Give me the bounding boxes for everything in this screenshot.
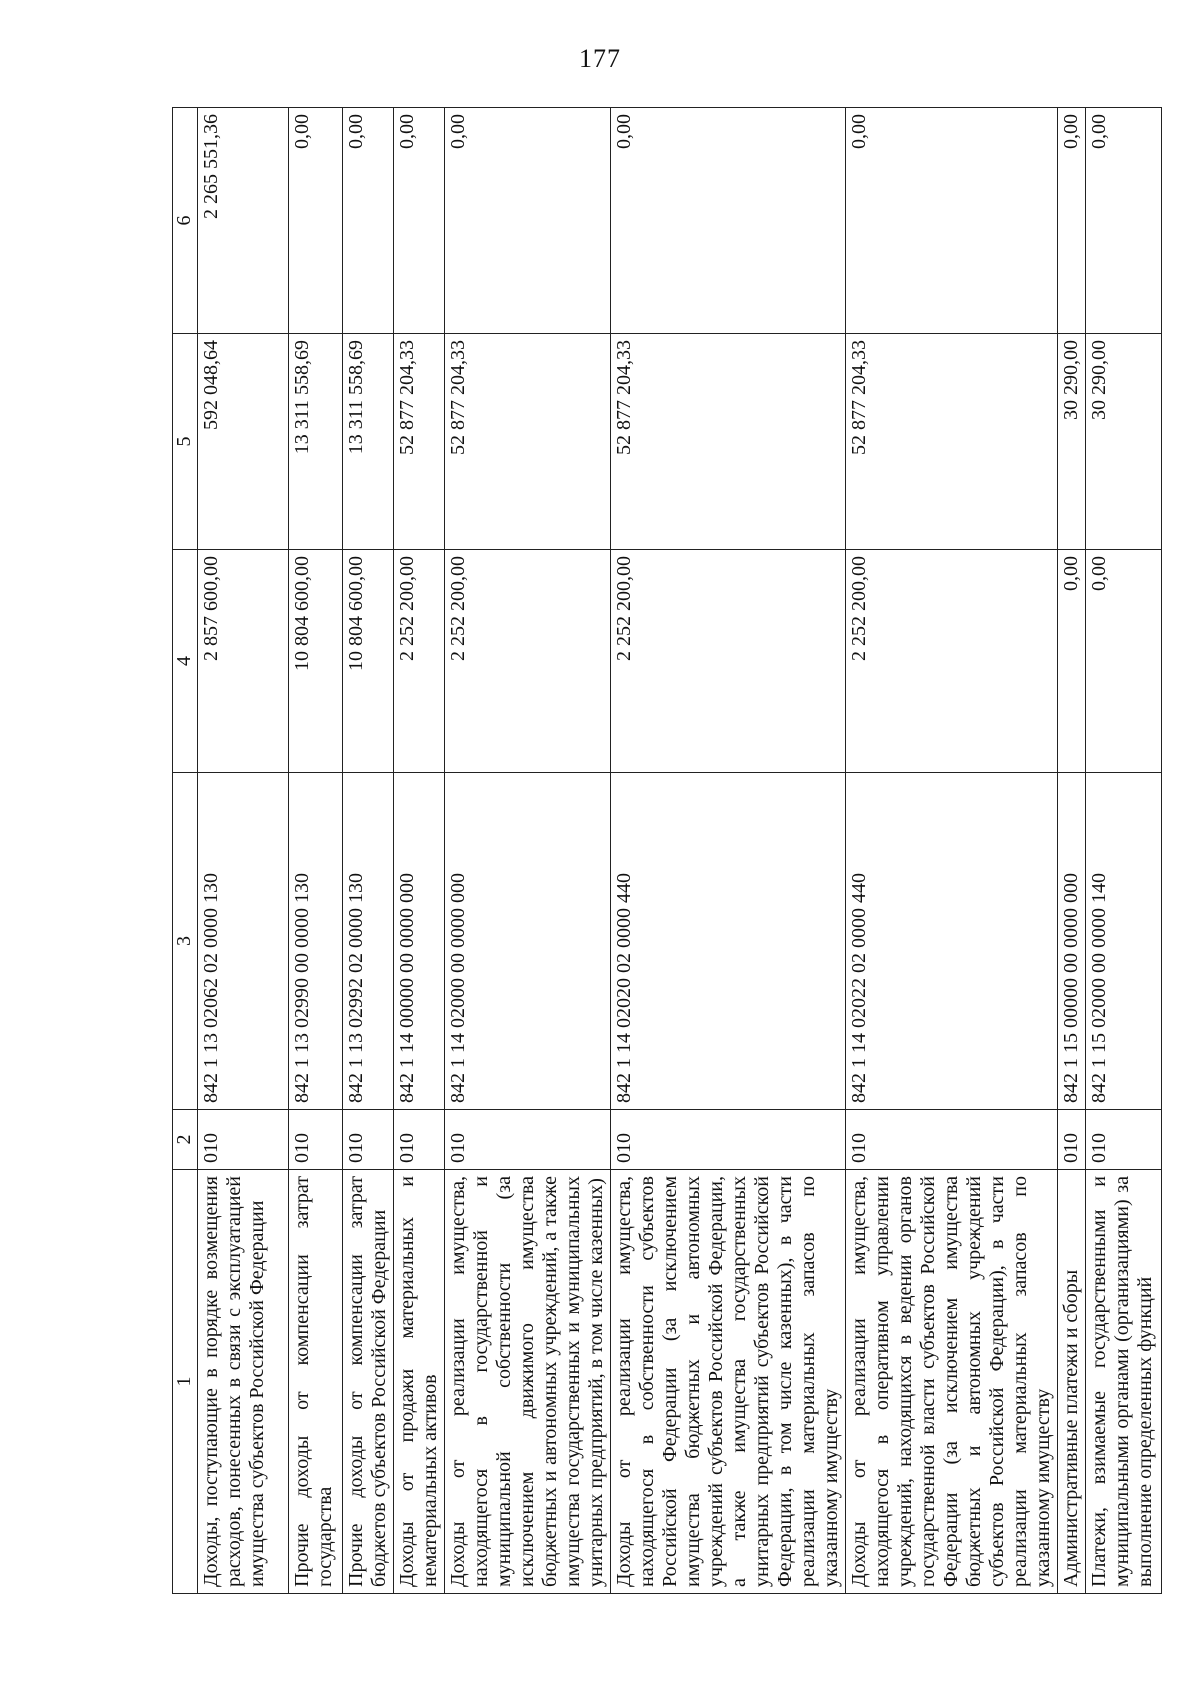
row-approved: 10 804 600,00 <box>289 550 343 773</box>
table-row <box>1058 108 1086 1594</box>
row-approved: 2 857 600,00 <box>198 550 289 773</box>
row-unexecuted: 0,00 <box>343 108 394 334</box>
row-budget-code: 842 1 14 00000 00 0000 000 <box>394 773 445 1110</box>
header-col-1: 1 <box>173 1170 198 1594</box>
row-budget-code: 842 1 15 02000 00 0000 140 <box>1086 773 1162 1110</box>
row-budget-code: 842 1 13 02992 02 0000 130 <box>343 773 394 1110</box>
header-col-3: 3 <box>173 773 198 1110</box>
revenue-table <box>172 107 1162 1594</box>
row-name: Доходы от продажи материальных и нематериальных активов <box>394 1170 445 1594</box>
row-unexecuted: 0,00 <box>394 108 445 334</box>
table-row <box>611 108 846 1594</box>
row-name: Доходы от реализации имущества, находящегося в собственности субъектов Российской Федерации (за исключением имущества бюджетных и автономных учреждений субъектов Российской Федерации, а также имущества государственных унитарных предприятий субъектов Российской Федерации, в том числе казенных), в части реализации материальных запасов по указанному имуществу <box>611 1170 846 1594</box>
row-line-code: 010 <box>611 1110 846 1170</box>
row-unexecuted: 0,00 <box>611 108 846 334</box>
row-budget-code: 842 1 15 00000 00 0000 000 <box>1058 773 1086 1110</box>
header-col-4: 4 <box>173 550 198 773</box>
row-budget-code: 842 1 14 02000 00 0000 000 <box>445 773 611 1110</box>
row-line-code: 010 <box>846 1110 1058 1170</box>
table-row <box>1086 108 1162 1594</box>
row-approved: 0,00 <box>1086 550 1162 773</box>
row-executed: 52 877 204,33 <box>846 334 1058 550</box>
row-unexecuted: 0,00 <box>289 108 343 334</box>
row-approved: 2 252 200,00 <box>445 550 611 773</box>
table-row <box>846 108 1058 1594</box>
row-name: Доходы от реализации имущества, находящегося в оперативном управлении учреждений, находящихся в ведении органов государственной власти субъектов Российской Федерации (за исключением имущества бюджетных и автономных учреждений субъектов Российской Федерации), в части реализации материальных запасов по указанному имуществу <box>846 1170 1058 1594</box>
row-name: Прочие доходы от компенсации затрат государства <box>289 1170 343 1594</box>
row-budget-code: 842 1 14 02022 02 0000 440 <box>846 773 1058 1110</box>
row-executed: 592 048,64 <box>198 334 289 550</box>
row-approved: 2 252 200,00 <box>846 550 1058 773</box>
row-line-code: 010 <box>394 1110 445 1170</box>
header-col-6: 6 <box>173 108 198 334</box>
row-line-code: 010 <box>289 1110 343 1170</box>
table-row <box>343 108 394 1594</box>
row-executed: 30 290,00 <box>1058 334 1086 550</box>
table-row <box>445 108 611 1594</box>
row-line-code: 010 <box>445 1110 611 1170</box>
row-approved: 2 252 200,00 <box>611 550 846 773</box>
page-number: 177 <box>579 44 621 73</box>
row-executed: 13 311 558,69 <box>343 334 394 550</box>
row-unexecuted: 0,00 <box>445 108 611 334</box>
row-unexecuted: 0,00 <box>846 108 1058 334</box>
row-line-code: 010 <box>1058 1110 1086 1170</box>
header-col-5: 5 <box>173 334 198 550</box>
row-executed: 13 311 558,69 <box>289 334 343 550</box>
row-line-code: 010 <box>1086 1110 1162 1170</box>
row-approved: 0,00 <box>1058 550 1086 773</box>
row-name: Доходы, поступающие в порядке возмещения расходов, понесенных в связи с эксплуатацией имущества субъектов Российской Федерации <box>198 1170 289 1594</box>
row-budget-code: 842 1 13 02990 00 0000 130 <box>289 773 343 1110</box>
row-unexecuted: 2 265 551,36 <box>198 108 289 334</box>
row-line-code: 010 <box>198 1110 289 1170</box>
row-executed: 30 290,00 <box>1086 334 1162 550</box>
table-row <box>394 108 445 1594</box>
row-unexecuted: 0,00 <box>1086 108 1162 334</box>
row-unexecuted: 0,00 <box>1058 108 1086 334</box>
row-executed: 52 877 204,33 <box>611 334 846 550</box>
table-row <box>289 108 343 1594</box>
header-col-2: 2 <box>173 1110 198 1170</box>
table-rotated-container <box>172 108 1156 1594</box>
row-approved: 10 804 600,00 <box>343 550 394 773</box>
row-name: Административные платежи и сборы <box>1058 1170 1086 1594</box>
row-name: Прочие доходы от компенсации затрат бюджетов субъектов Российской Федерации <box>343 1170 394 1594</box>
row-executed: 52 877 204,33 <box>445 334 611 550</box>
row-budget-code: 842 1 14 02020 02 0000 440 <box>611 773 846 1110</box>
row-line-code: 010 <box>343 1110 394 1170</box>
row-executed: 52 877 204,33 <box>394 334 445 550</box>
header-row <box>173 108 198 1594</box>
table-row <box>198 108 289 1594</box>
row-budget-code: 842 1 13 02062 02 0000 130 <box>198 773 289 1110</box>
row-name: Платежи, взимаемые государственными и муниципальными органами (организациями) за выполнение определенных функций <box>1086 1170 1162 1594</box>
row-approved: 2 252 200,00 <box>394 550 445 773</box>
row-name: Доходы от реализации имущества, находящегося в государственной и муниципальной собственности (за исключением движимого имущества бюджетных и автономных учреждений, а также имущества государственных и муниципальных унитарных предприятий, в том числе казенных) <box>445 1170 611 1594</box>
